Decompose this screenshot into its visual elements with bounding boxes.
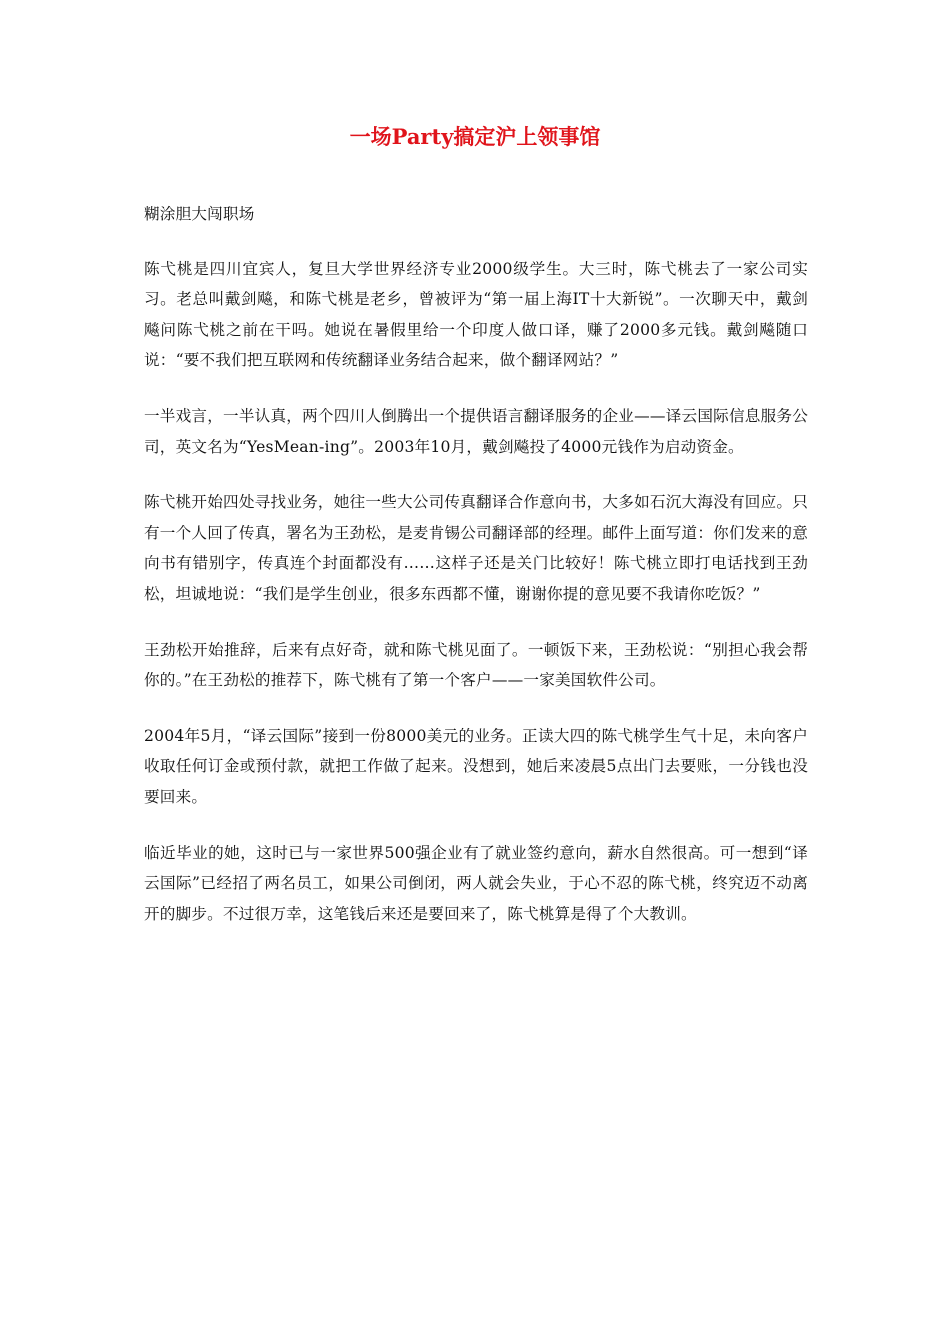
document-body [144,199,808,929]
paragraph-3: 陈弋桃开始四处寻找业务，她往一些大公司传真翻译合作意向书，大多如石沉大海没有回应。只有一个人回了传真，署名为王劲松，是麦肯锡公司翻译部的经理。邮件上面写道：你们发来的意向书有错别字，传真连个封面都没有……这样子还是关门比较好！陈弋桃立即打电话找到王劲松，坦诚地说：“我们是学生创业，很多东西都不懂，谢谢你提的意见要不我请你吃饭？” [144,493,808,603]
paragraph-5: 2004年5月，“译云国际”接到一份8000美元的业务。正读大四的陈弋桃学生气十足，未向客户收取任何订金或预付款，就把工作做了起来。没想到，她后来凌晨5点出门去要账，一分钱也没要回来。 [144,726,808,806]
paragraph-2: 一半戏言，一半认真，两个四川人倒腾出一个提供语言翻译服务的企业——译云国际信息服务公司，英文名为“YesMean-ing”。2003年10月，戴剑飚投了4000元钱作为启动资金。 [144,406,808,456]
paragraph-6: 临近毕业的她，这时已与一家世界500强企业有了就业签约意向，薪水自然很高。可一想到“译云国际”已经招了两名员工，如果公司倒闭，两人就会失业，于心不忍的陈弋桃，终究迈不动离开的脚步。不过很万幸，这笔钱后来还是要回来了，陈弋桃算是得了个大教训。 [144,843,808,923]
document-title: 一场Party搞定沪上领事馆 [349,124,601,149]
section-subtitle: 糊涂胆大闯职场 [144,205,255,223]
paragraph-1: 陈弋桃是四川宜宾人，复旦大学世界经济专业2000级学生。大三时，陈弋桃去了一家公司实习。老总叫戴剑飚，和陈弋桃是老乡，曾被评为“第一届上海IT十大新锐”。一次聊天中，戴剑飚问陈弋桃之前在干吗。她说在暑假里给一个印度人做口译，赚了2000多元钱。戴剑飚随口说：“要不我们把互联网和传统翻译业务结合起来，做个翻译网站？” [144,259,808,370]
paragraph-4: 王劲松开始推辞，后来有点好奇，就和陈弋桃见面了。一顿饭下来，王劲松说：“别担心我会帮你的。”在王劲松的推荐下，陈弋桃有了第一个客户——一家美国软件公司。 [144,640,808,690]
